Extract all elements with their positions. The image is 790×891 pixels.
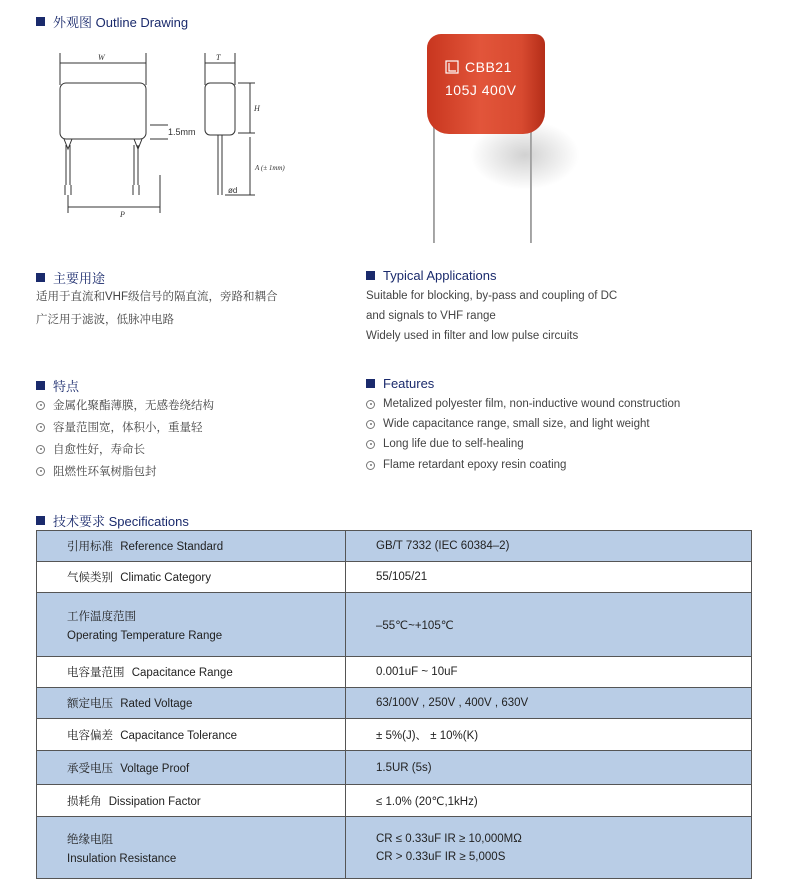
applications-cn-line: 适用于直流和VHF级信号的隔直流，旁路和耦合 bbox=[36, 291, 278, 303]
dim-lead-label: 1.5mm bbox=[168, 127, 196, 137]
section-marker-icon bbox=[36, 381, 45, 390]
applications-cn-line: 广泛用于滤波，低脉冲电路 bbox=[36, 314, 174, 326]
outline-drawing bbox=[50, 45, 350, 235]
section-marker-icon bbox=[366, 271, 375, 280]
dim-d-label: ød bbox=[228, 186, 238, 195]
section-marker-icon bbox=[36, 516, 45, 525]
section-marker-icon bbox=[366, 379, 375, 388]
feature-en-item: Metalized polyester film, non-inductive wound construction bbox=[366, 398, 680, 410]
features-en-title: Features bbox=[366, 376, 434, 391]
bullet-icon bbox=[366, 400, 375, 409]
spec-label: 气候类别 Climatic Category bbox=[37, 562, 346, 593]
specs-title: 技术要求 Specifications bbox=[36, 511, 189, 530]
bullet-icon bbox=[366, 420, 375, 429]
dim-p-label: P bbox=[120, 210, 125, 219]
capacitor-model: CBB21 bbox=[465, 59, 512, 75]
spec-value: CR ≤ 0.33uF IR ≥ 10,000MΩ CR > 0.33uF IR ≥ 5,000S bbox=[346, 817, 752, 879]
feature-cn-item: 容量范围宽，体积小，重量轻 bbox=[36, 419, 203, 435]
applications-cn-title: 主要用途 bbox=[36, 268, 105, 287]
table-row bbox=[37, 593, 752, 657]
spec-value: ± 5%(J)、 ± 10%(K) bbox=[346, 719, 752, 751]
outline-title: 外观图 Outline Drawing bbox=[36, 12, 188, 31]
table-row bbox=[37, 657, 752, 688]
bullet-icon bbox=[366, 440, 375, 449]
feature-cn-item: 自愈性好，寿命长 bbox=[36, 441, 145, 457]
spec-value: –55℃~+105℃ bbox=[346, 593, 752, 657]
spec-value: 0.001uF ~ 10uF bbox=[346, 657, 752, 688]
table-row bbox=[37, 751, 752, 785]
bullet-icon bbox=[36, 445, 45, 454]
table-row bbox=[37, 688, 752, 719]
feature-cn-item: 阻燃性环氧树脂包封 bbox=[36, 463, 157, 479]
applications-en-line: Widely used in filter and low pulse circuits bbox=[366, 330, 579, 342]
applications-en-line: Suitable for blocking, by-pass and coupling of DC bbox=[366, 290, 618, 302]
spec-label: 承受电压 Voltage Proof bbox=[37, 751, 346, 785]
section-marker-icon bbox=[36, 17, 45, 26]
spec-value: GB/T 7332 (IEC 60384–2) bbox=[346, 531, 752, 562]
features-cn-title: 特点 bbox=[36, 376, 79, 395]
applications-en-line: and signals to VHF range bbox=[366, 310, 496, 322]
spec-value: 1.5UR (5s) bbox=[346, 751, 752, 785]
table-row bbox=[37, 562, 752, 593]
bullet-icon bbox=[366, 461, 375, 470]
dim-a-label: A (± 1mm) bbox=[255, 164, 285, 172]
capacitor-rating: 105J 400V bbox=[445, 82, 517, 98]
spec-value: 63/100V , 250V , 400V , 630V bbox=[346, 688, 752, 719]
brand-logo-icon bbox=[445, 60, 459, 74]
spec-label: 工作温度范围 Operating Temperature Range bbox=[37, 593, 346, 657]
spec-label: 电容偏差 Capacitance Tolerance bbox=[37, 719, 346, 751]
section-marker-icon bbox=[36, 273, 45, 282]
feature-en-item: Wide capacitance range, small size, and light weight bbox=[366, 418, 650, 430]
spec-label: 引用标准 Reference Standard bbox=[37, 531, 346, 562]
spec-label: 电容量范围 Capacitance Range bbox=[37, 657, 346, 688]
dim-t-label: T bbox=[216, 53, 221, 62]
feature-en-item: Flame retardant epoxy resin coating bbox=[366, 459, 566, 471]
table-row bbox=[37, 719, 752, 751]
spec-label: 损耗角 Dissipation Factor bbox=[37, 785, 346, 817]
spec-label: 绝缘电阻 Insulation Resistance bbox=[37, 817, 346, 879]
bullet-icon bbox=[36, 467, 45, 476]
bullet-icon bbox=[36, 401, 45, 410]
lead-left bbox=[433, 125, 435, 243]
feature-en-item: Long life due to self-healing bbox=[366, 438, 524, 450]
dim-h-label: H bbox=[254, 104, 260, 113]
table-row bbox=[37, 817, 752, 879]
applications-en-title: Typical Applications bbox=[366, 268, 496, 283]
spec-label: 额定电压 Rated Voltage bbox=[37, 688, 346, 719]
table-row bbox=[37, 531, 752, 562]
spec-value: 55/105/21 bbox=[346, 562, 752, 593]
lead-right bbox=[530, 125, 532, 243]
table-row bbox=[37, 785, 752, 817]
dim-w-label: W bbox=[98, 53, 105, 62]
spec-value: ≤ 1.0% (20℃,1kHz) bbox=[346, 785, 752, 817]
feature-cn-item: 金属化聚酯薄膜，无感卷绕结构 bbox=[36, 397, 214, 413]
specifications-table bbox=[36, 530, 752, 879]
bullet-icon bbox=[36, 423, 45, 432]
